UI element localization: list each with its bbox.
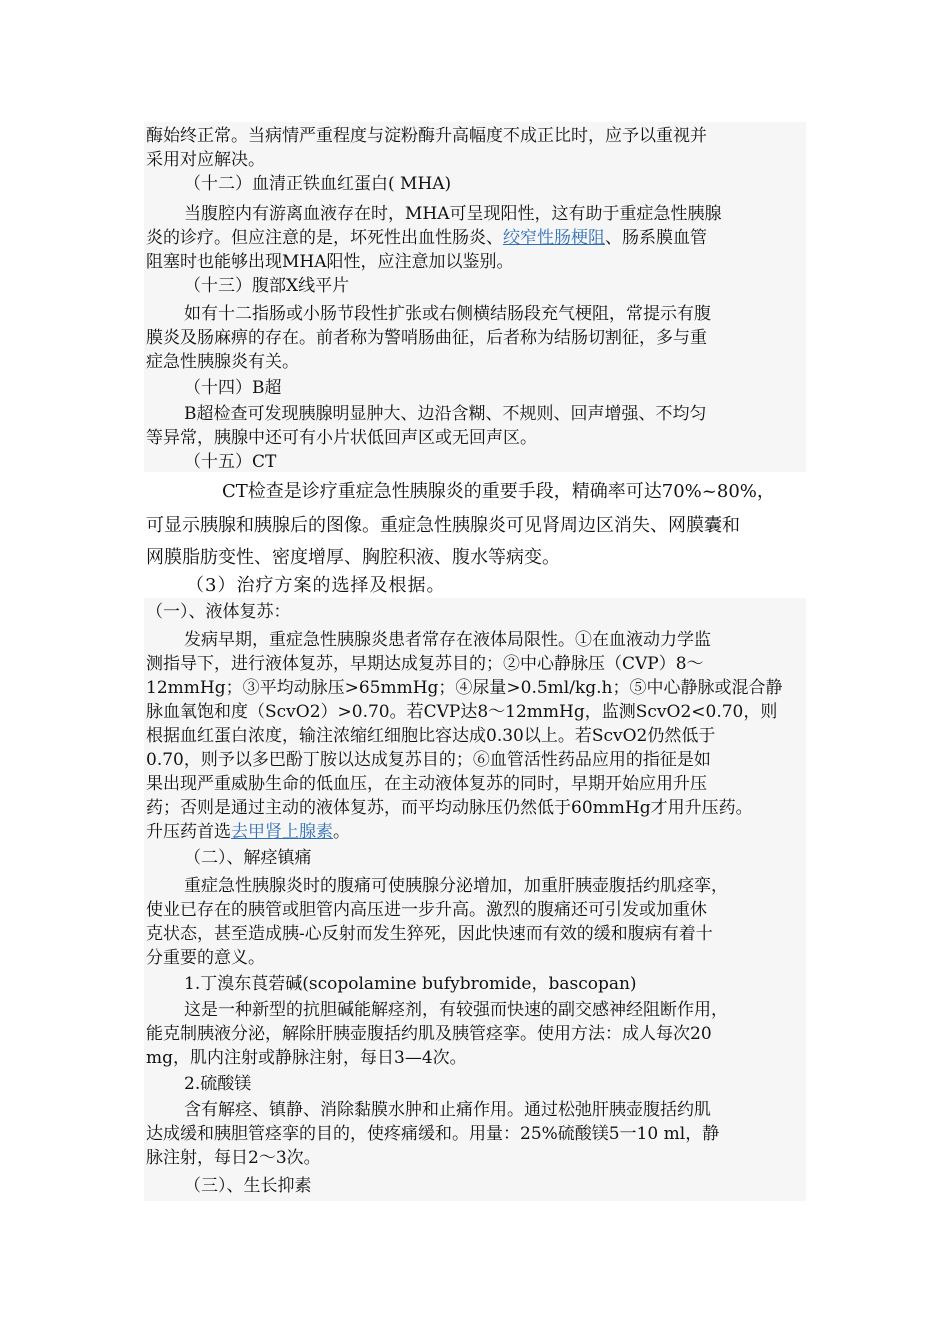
- text-span: 炎的诊疗。但应注意的是，坏死性出血性肠炎、: [146, 228, 503, 248]
- text-line: 膜炎及肠麻痹的存在。前者称为警哨肠曲征，后者称为结肠切割征，多与重: [146, 328, 707, 348]
- drug-heading-2: 2.硫酸镁: [184, 1074, 252, 1094]
- section-heading: （3）治疗方案的选择及根据。: [186, 575, 446, 596]
- text-line: 根据血红蛋白浓度，输注浓缩红细胞比容达成0.30以上。若ScvO2仍然低于: [146, 726, 716, 746]
- heading-somatostatin: （三）、生长抑素: [184, 1176, 312, 1196]
- text-line: 阻塞时也能够出现MHA阳性，应注意加以鉴别。: [146, 252, 514, 272]
- text-line: 酶始终正常。当病情严重程度与淀粉酶升高幅度不成正比时，应予以重视并: [146, 126, 707, 146]
- text-line: 药；否则是通过主动的液体复苏，而平均动脉压仍然低于60mmHg才用升压药。: [146, 798, 753, 818]
- text-line: 0.70，则予以多巴酚丁胺以达成复苏目的；⑥血管活性药品应用的指征是如: [146, 750, 711, 770]
- text-line: 测指导下，进行液体复苏，早期达成复苏目的；②中心静脉压（CVP）8～: [146, 654, 704, 674]
- text-line: 脉注射，每日2～3次。: [146, 1148, 321, 1168]
- text-line: 果出现严重威胁生命的低血压，在主动液体复苏的同时，早期开始应用升压: [146, 774, 707, 794]
- text-line: 等异常，胰腺中还可有小片状低回声区或无回声区。: [146, 428, 537, 448]
- text-line: 症急性胰腺炎有关。: [146, 352, 299, 372]
- text-line: 采用对应解决。: [146, 150, 265, 170]
- text-line: CT检查是诊疗重症急性胰腺炎的重要手段，精确率可达70%~80%，: [222, 481, 775, 502]
- heading-13: （十三）腹部X线平片: [184, 276, 350, 296]
- heading-15: （十五）CT: [184, 452, 277, 472]
- text-line: 12mmHg；③平均动脉压>65mmHg；④尿量>0.5ml/kg.h；⑤中心静脉或混合静: [146, 678, 783, 698]
- text-line: 当腹腔内有游离血液存在时，MHA可呈现阳性，这有助于重症急性胰腺: [184, 204, 722, 224]
- heading-antispasm: （二）、解痉镇痛: [184, 848, 312, 868]
- text-line: 脉血氧饱和度（ScvO2）>0.70。若CVP达8～12mmHg，监测ScvO2<0.70，则: [146, 702, 778, 722]
- text-span: 、肠系膜血管: [605, 228, 707, 248]
- text-line: 使业已存在的胰管或胆管内高压进一步升高。激烈的腹痛还可引发或加重休: [146, 900, 707, 920]
- text-line: [146, 820, 350, 844]
- text-span: 。: [333, 822, 350, 842]
- text-span: 升压药首选: [146, 822, 231, 842]
- text-line: 克状态，甚至造成胰-心反射而发生猝死，因此快速而有效的缓和腹病有着十: [146, 924, 713, 944]
- text-line: 重症急性胰腺炎时的腹痛可使胰腺分泌增加，加重肝胰壶腹括约肌痉挛，: [184, 876, 728, 896]
- text-line: 如有十二指肠或小肠节段性扩张或右侧横结肠段充气梗阻，常提示有腹: [184, 304, 711, 324]
- heading-14: （十四）B超: [184, 378, 282, 398]
- link-norepinephrine[interactable]: 去甲肾上腺素: [231, 822, 333, 842]
- text-line: 能克制胰液分泌，解除肝胰壶腹括约肌及胰管痉挛。使用方法：成人每次20: [146, 1024, 712, 1044]
- text-line: 含有解痉、镇静、消除黏膜水肿和止痛作用。通过松弛肝胰壶腹括约肌: [184, 1100, 711, 1120]
- text-line: 网膜脂肪变性、密度增厚、胸腔积液、腹水等病变。: [146, 547, 560, 568]
- text-line: 分重要的意义。: [146, 948, 265, 968]
- heading-12: （十二）血清正铁血红蛋白( MHA): [184, 174, 452, 194]
- text-line: mg，肌内注射或静脉注射，每日3—4次。: [146, 1048, 467, 1068]
- text-line: B超检查可发现胰腺明显肿大、边沿含糊、不规则、回声增强、不均匀: [184, 404, 707, 424]
- text-line: 可显示胰腺和胰腺后的图像。重症急性胰腺炎可见肾周边区消失、网膜囊和: [146, 515, 740, 536]
- text-line: 发病早期，重症急性胰腺炎患者常存在液体局限性。①在血液动力学监: [184, 630, 711, 650]
- text-line: 达成缓和胰胆管痉挛的目的，使疼痛缓和。用量：25%硫酸镁5一10 ml，静: [146, 1124, 720, 1144]
- heading-fluid: （一）、液体复苏：: [146, 602, 291, 622]
- link-strangulated-obstruction[interactable]: 绞窄性肠梗阻: [503, 228, 605, 248]
- text-line: [146, 226, 707, 250]
- text-line: 这是一种新型的抗胆碱能解痉剂，有较强而快速的副交感神经阻断作用，: [184, 1000, 728, 1020]
- drug-heading-1: 1.丁溴东莨菪碱(scopolamine bufybromide，bascopan): [184, 974, 637, 994]
